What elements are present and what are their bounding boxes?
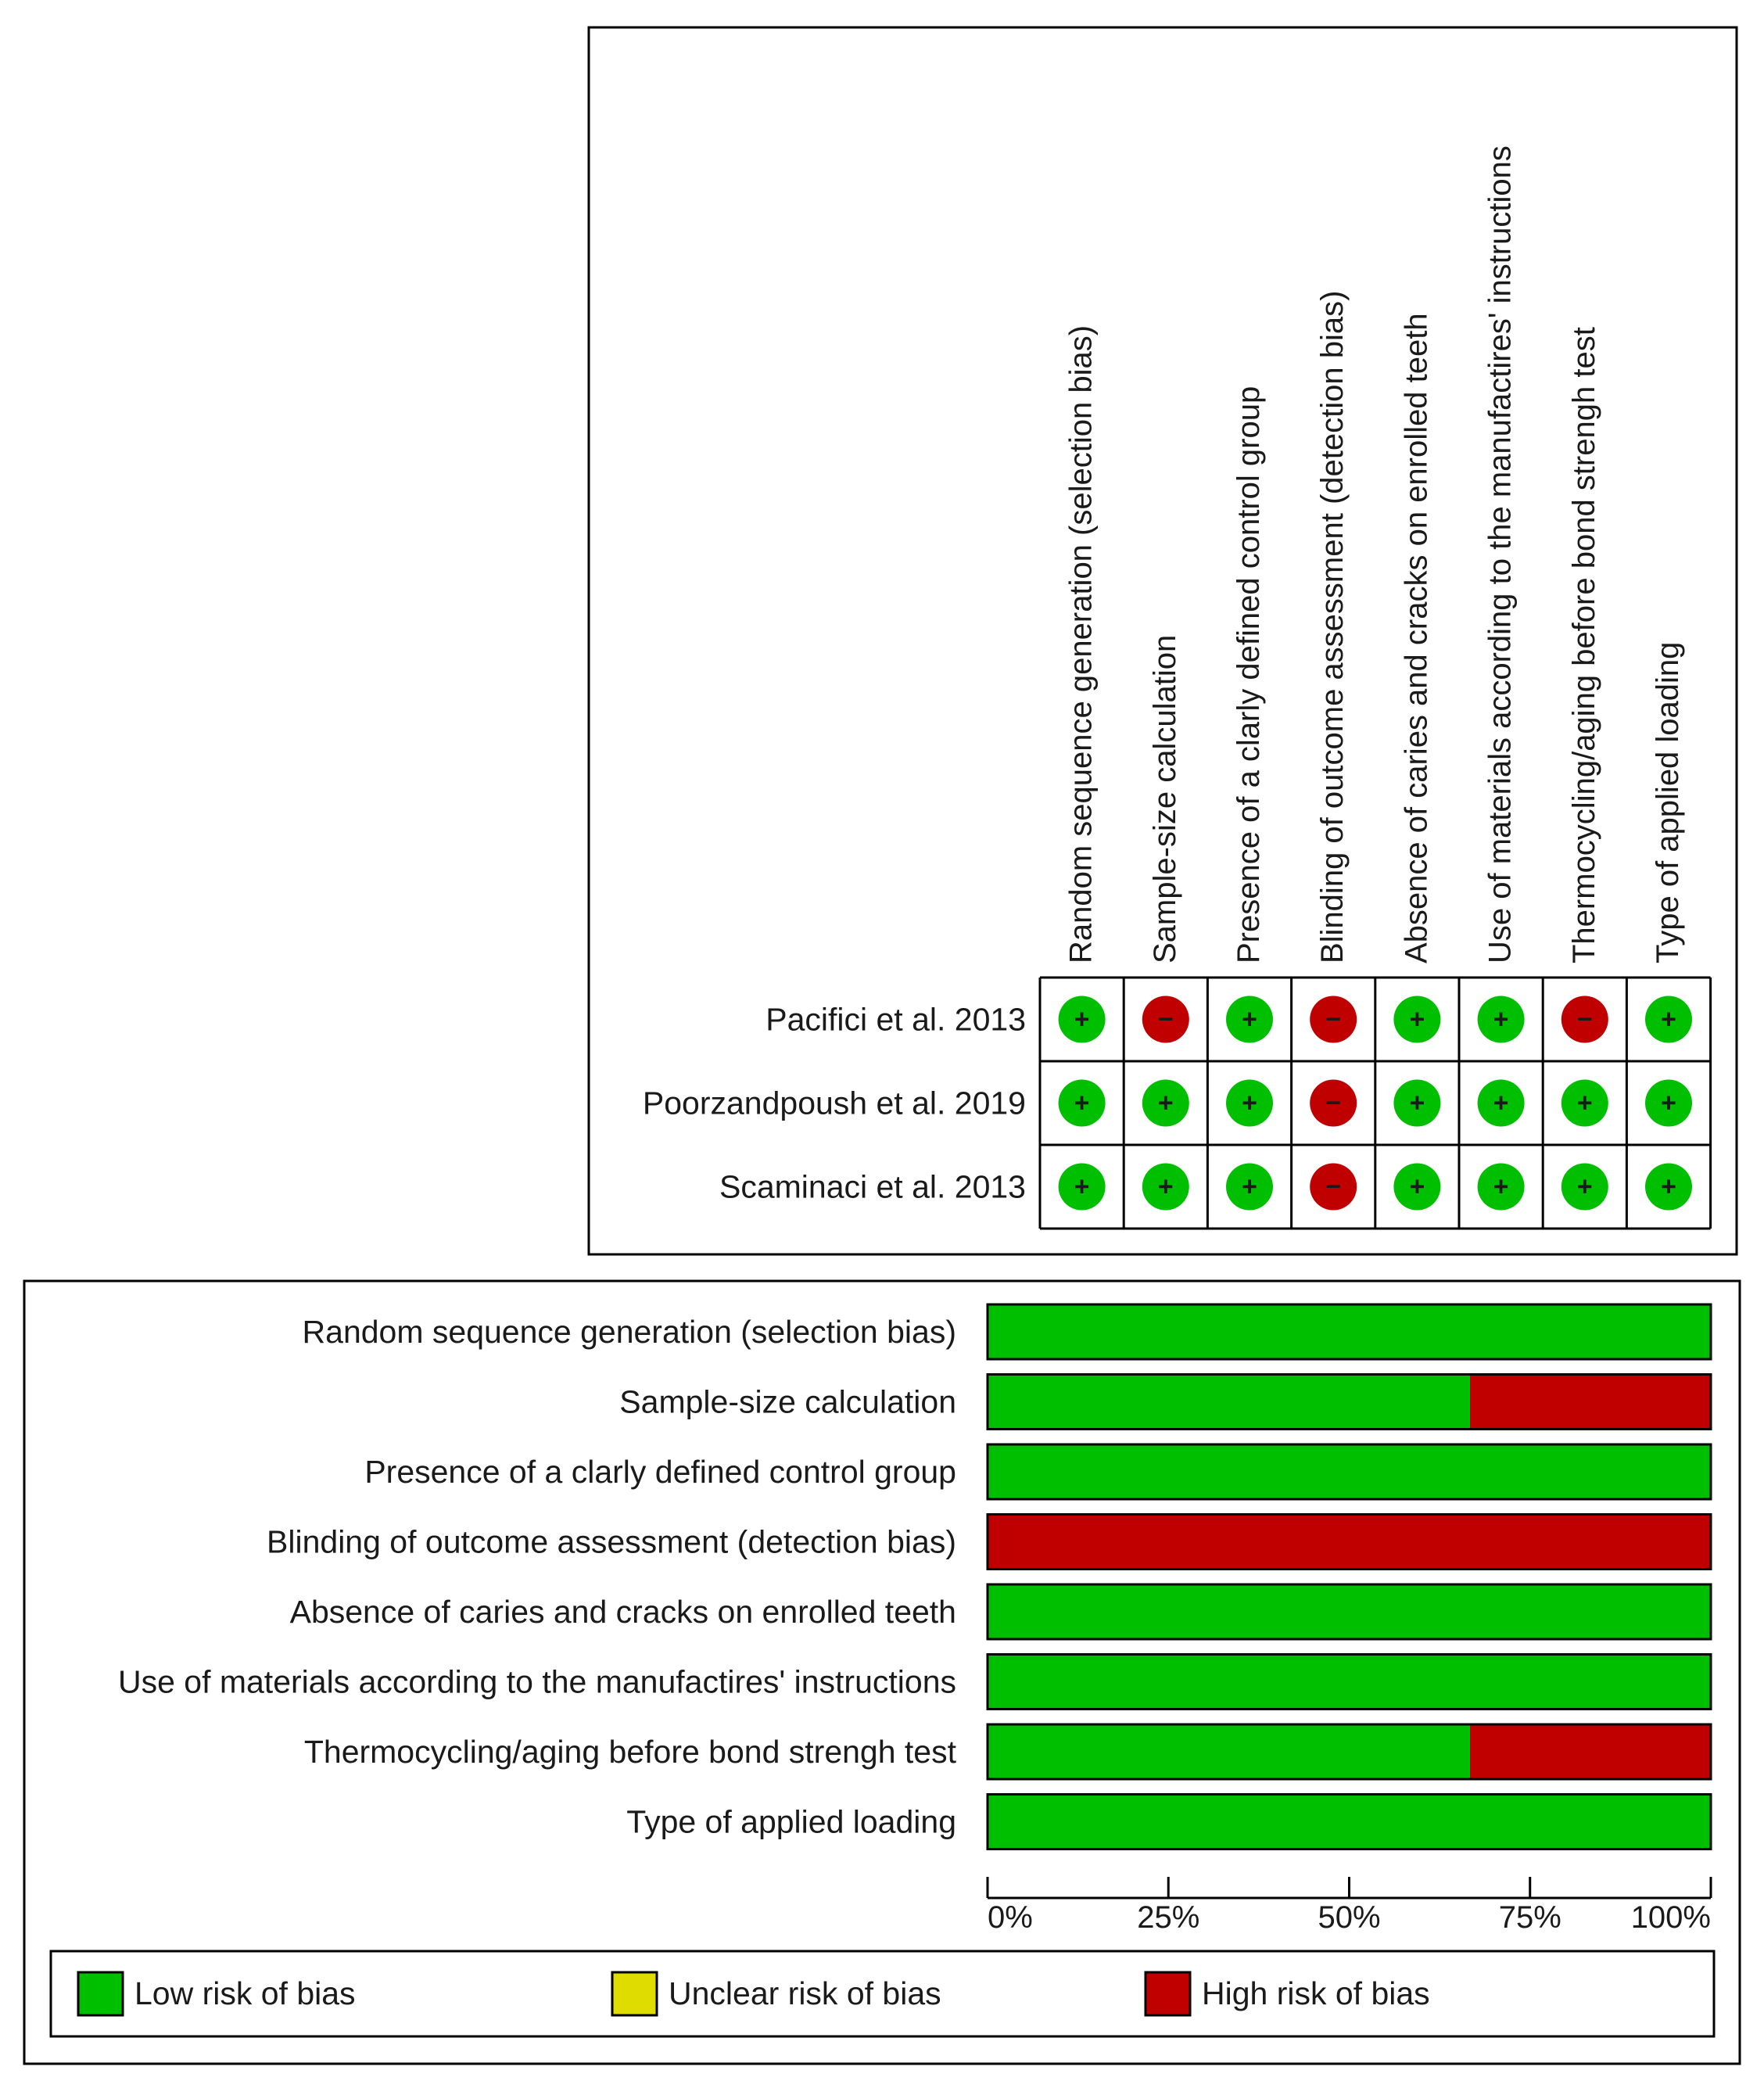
legend-swatch-low xyxy=(78,1972,123,2015)
judgement-symbol: + xyxy=(1242,1004,1257,1035)
judgement-symbol: + xyxy=(1409,1004,1425,1035)
judgement-low-icon xyxy=(1478,996,1525,1043)
summary-column-header: Thermocycling/aging before bond strengh test xyxy=(1566,327,1601,963)
bar-segment-low xyxy=(988,1375,1470,1430)
judgement-symbol: + xyxy=(1409,1171,1425,1202)
judgement-high-icon xyxy=(1561,996,1608,1043)
graph-domain-label: Presence of a clarly defined control group xyxy=(364,1454,956,1490)
summary-study-labels xyxy=(643,1002,1026,1205)
graph-domain-label: Random sequence generation (selection bias) xyxy=(302,1314,956,1350)
x-axis-tick-label: 75% xyxy=(1498,1900,1561,1935)
summary-column-header: Use of materials according to the manufactires' instructions xyxy=(1483,145,1518,963)
judgement-low-icon xyxy=(1226,1164,1273,1211)
judgement-symbol: + xyxy=(1157,1171,1174,1202)
bar-segment-high xyxy=(988,1515,1711,1570)
judgement-low-icon xyxy=(1645,1164,1692,1211)
judgement-symbol: + xyxy=(1661,1004,1676,1035)
judgement-symbol: + xyxy=(1661,1171,1676,1202)
bar-segment-low xyxy=(988,1655,1711,1710)
judgement-high-icon xyxy=(1310,996,1357,1043)
bar-segment-low xyxy=(988,1795,1711,1849)
judgement-low-icon xyxy=(1059,1080,1106,1127)
summary-grid xyxy=(1040,978,1711,1229)
judgement-symbol: + xyxy=(1576,1088,1593,1118)
judgement-low-icon xyxy=(1059,1164,1106,1211)
summary-study-label: Poorzandpoush et al. 2019 xyxy=(642,1085,1026,1121)
judgement-high-icon xyxy=(1310,1080,1357,1127)
legend-label: High risk of bias xyxy=(1202,1975,1430,2011)
judgement-symbol: + xyxy=(1074,1004,1090,1035)
bar-segment-high xyxy=(1470,1724,1711,1779)
judgement-symbol: + xyxy=(1493,1004,1509,1035)
judgement-symbol: + xyxy=(1242,1171,1257,1202)
summary-study-label: Scaminaci et al. 2013 xyxy=(719,1168,1026,1205)
judgement-low-icon xyxy=(1142,1164,1189,1211)
graph-domain-labels xyxy=(118,1314,957,1840)
summary-column-header: Blinding of outcome assessment (detection bias) xyxy=(1315,290,1350,963)
summary-column-header: Random sequence generation (selection bias) xyxy=(1063,325,1099,963)
judgement-low-icon xyxy=(1478,1080,1525,1127)
legend-swatch-high xyxy=(1146,1972,1190,2015)
judgement-low-icon xyxy=(1645,1080,1692,1127)
judgement-high-icon xyxy=(1310,1164,1357,1211)
x-axis-tick-label: 100% xyxy=(1630,1900,1711,1935)
x-axis-tick-label: 25% xyxy=(1137,1900,1200,1935)
judgement-symbol: + xyxy=(1074,1171,1090,1202)
judgement-symbol: − xyxy=(1325,1171,1342,1202)
graph-domain-label: Sample-size calculation xyxy=(619,1383,956,1420)
summary-study-label: Pacifici et al. 2013 xyxy=(765,1001,1026,1038)
judgement-high-icon xyxy=(1142,996,1189,1043)
graph-legend xyxy=(51,1951,1714,2036)
x-axis-tick-label: 50% xyxy=(1318,1900,1381,1935)
graph-domain-label: Use of materials according to the manufactires' instructions xyxy=(117,1663,956,1700)
bar-segment-low xyxy=(988,1584,1711,1639)
judgement-symbol: + xyxy=(1493,1171,1509,1202)
legend-swatch-unclear xyxy=(612,1972,657,2015)
judgement-symbol: + xyxy=(1157,1088,1174,1118)
graph-domain-label: Thermocycling/aging before bond strengh test xyxy=(303,1734,956,1770)
bar-segment-low xyxy=(988,1724,1470,1779)
judgement-low-icon xyxy=(1645,996,1692,1043)
legend-label: Low risk of bias xyxy=(134,1975,356,2011)
bar-segment-high xyxy=(1470,1375,1711,1430)
judgement-low-icon xyxy=(1478,1164,1525,1211)
judgement-low-icon xyxy=(1393,1080,1440,1127)
judgement-low-icon xyxy=(1226,1080,1273,1127)
judgement-low-icon xyxy=(1393,996,1440,1043)
judgement-low-icon xyxy=(1561,1164,1608,1211)
judgement-symbol: + xyxy=(1661,1088,1676,1118)
judgement-low-icon xyxy=(1226,996,1273,1043)
graph-domain-label: Type of applied loading xyxy=(626,1803,956,1840)
judgement-symbol: + xyxy=(1242,1088,1257,1118)
bar-segment-low xyxy=(988,1444,1711,1499)
judgement-low-icon xyxy=(1059,996,1106,1043)
graph-x-axis xyxy=(988,1877,1711,1935)
risk-of-bias-summary-panel xyxy=(589,27,1737,1254)
summary-column-header: Type of applied loading xyxy=(1651,641,1685,963)
judgement-low-icon xyxy=(1142,1080,1189,1127)
judgement-low-icon xyxy=(1561,1080,1608,1127)
judgement-low-icon xyxy=(1393,1164,1440,1211)
judgement-symbol: + xyxy=(1493,1088,1509,1118)
legend-label: Unclear risk of bias xyxy=(669,1975,941,2011)
bar-segment-low xyxy=(988,1304,1711,1359)
risk-of-bias-graph-panel xyxy=(24,1281,1740,2064)
judgement-symbol: − xyxy=(1325,1088,1342,1118)
judgement-symbol: + xyxy=(1576,1171,1593,1202)
summary-column-header: Presence of a clarly defined control group xyxy=(1232,386,1266,963)
summary-column-headers xyxy=(1064,145,1685,963)
graph-bars xyxy=(988,1304,1711,1849)
graph-domain-label: Blinding of outcome assessment (detection bias) xyxy=(267,1523,956,1560)
summary-column-header: Absence of caries and cracks on enrolled teeth xyxy=(1399,313,1434,963)
judgement-symbol: − xyxy=(1157,1004,1174,1035)
judgement-symbol: + xyxy=(1074,1088,1090,1118)
judgement-symbol: − xyxy=(1576,1004,1593,1035)
judgement-symbol: + xyxy=(1409,1088,1425,1118)
judgement-symbol: − xyxy=(1325,1004,1342,1035)
x-axis-tick-label: 0% xyxy=(988,1900,1033,1935)
summary-column-header: Sample-size calculation xyxy=(1147,634,1182,963)
graph-domain-label: Absence of caries and cracks on enrolled teeth xyxy=(289,1594,956,1630)
